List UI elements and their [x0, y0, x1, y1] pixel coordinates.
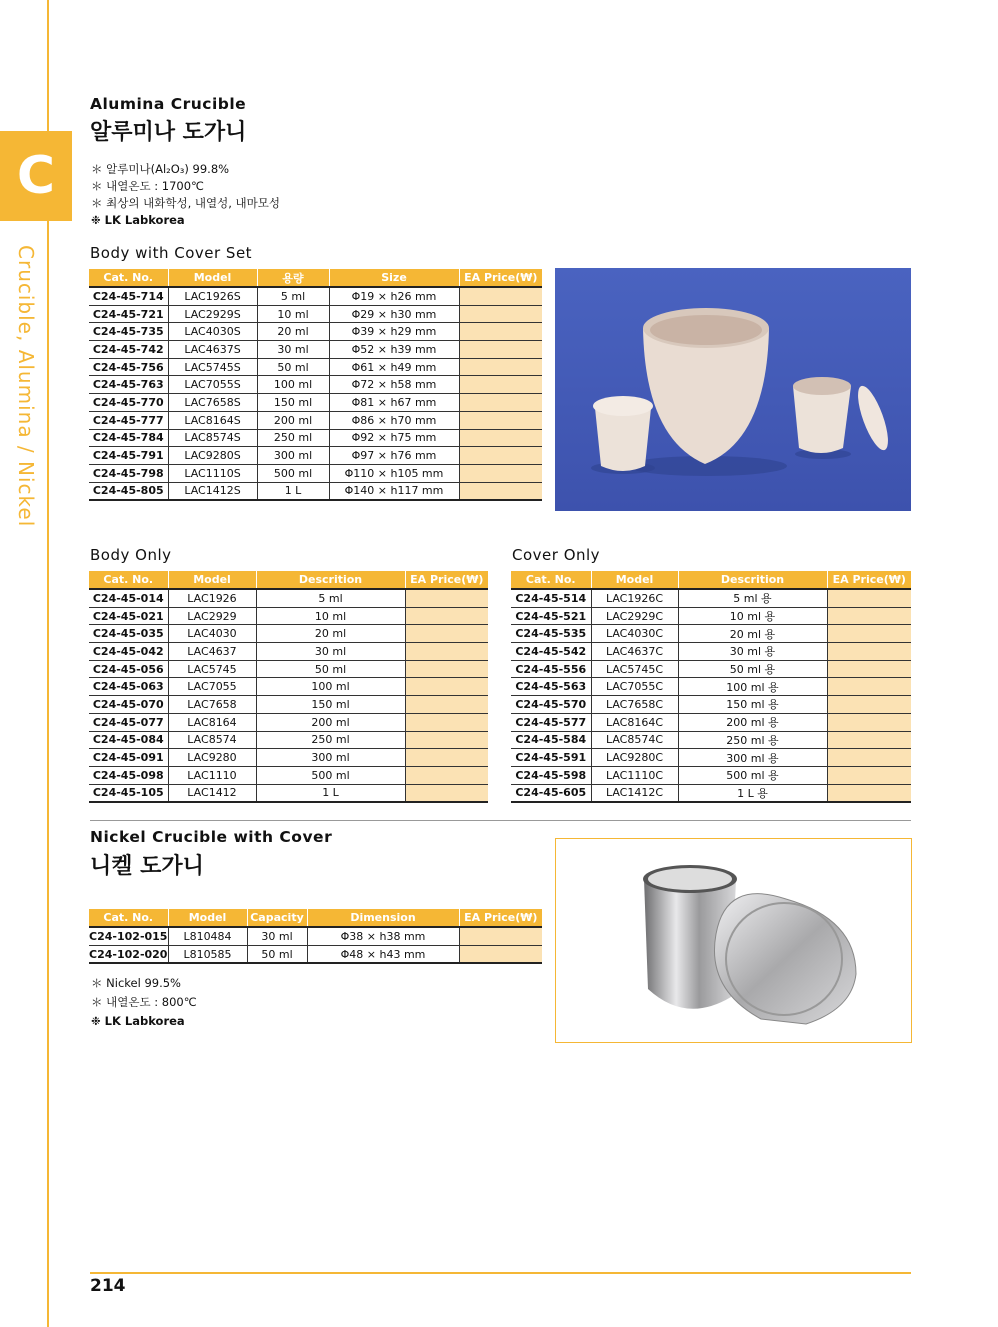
table-cell: C24-45-077	[89, 713, 168, 731]
table-cell: C24-45-042	[89, 643, 168, 661]
table-cell: C24-45-084	[89, 731, 168, 749]
table-cell: 5 ml 용	[678, 589, 827, 607]
table-cell: C24-45-535	[511, 625, 591, 643]
price-cell	[405, 696, 488, 714]
nickel-header-row	[89, 909, 542, 927]
price-cell	[827, 731, 911, 749]
table-cell: C24-45-105	[89, 784, 168, 802]
set-col-header: Size	[329, 269, 459, 287]
table-cell: C24-45-805	[89, 482, 168, 500]
nickel-brand: ❉ LK Labkorea	[91, 1014, 185, 1028]
table-row	[89, 376, 542, 394]
table-cell: 50 ml	[247, 945, 307, 963]
table-row	[89, 625, 488, 643]
table-row	[89, 945, 542, 963]
table-cell: 20 ml	[257, 323, 329, 341]
table-row	[511, 625, 911, 643]
price-cell	[459, 927, 542, 945]
table-row	[89, 607, 488, 625]
table-cell: 300 ml	[257, 447, 329, 465]
table-cell: 50 ml	[256, 660, 405, 678]
table-cell: 10 ml	[256, 607, 405, 625]
table-cell: C24-45-063	[89, 678, 168, 696]
section-letter-tab: C	[0, 131, 72, 221]
price-cell	[459, 945, 542, 963]
table-cell: C24-45-798	[89, 464, 168, 482]
table-row	[89, 394, 542, 412]
table-cell: 250 ml	[256, 731, 405, 749]
table-cell: 250 ml	[257, 429, 329, 447]
table-cell: LAC7055C	[591, 678, 678, 696]
set-col-header: 용량	[257, 269, 329, 287]
table-cell: LAC4030	[168, 625, 256, 643]
table-cell: LAC7658S	[168, 394, 257, 412]
table-cell: C24-102-015	[89, 927, 168, 945]
nickel-crucible-image	[556, 839, 911, 1042]
table-cell: LAC7658	[168, 696, 256, 714]
table-row	[89, 678, 488, 696]
table-cell: LAC8574	[168, 731, 256, 749]
table-cell: 150 ml	[257, 394, 329, 412]
alumina-bullet-1: ＊ 알루미나(Al₂O₃) 99.8%	[91, 162, 230, 176]
table-cell: C24-102-020	[89, 945, 168, 963]
table-cell: LAC1110C	[591, 766, 678, 784]
price-cell	[405, 660, 488, 678]
cover-col-header: Model	[591, 571, 678, 589]
table-cell: 250 ml 용	[678, 731, 827, 749]
price-cell	[827, 607, 911, 625]
table-cell: 50 ml	[257, 358, 329, 376]
price-cell	[459, 323, 542, 341]
cover-col-header: EA Price(₩)	[827, 571, 911, 589]
table-cell: C24-45-777	[89, 411, 168, 429]
page-number: 214	[90, 1276, 126, 1296]
table-cell: Φ61 × h49 mm	[329, 358, 459, 376]
table-cell: LAC4637C	[591, 643, 678, 661]
table-cell: 20 ml 용	[678, 625, 827, 643]
table-cell: LAC8574C	[591, 731, 678, 749]
alumina-title-en: Alumina Crucible	[90, 95, 247, 113]
nickel-title-ko: 니켈 도가니	[90, 854, 204, 879]
nickel-title-en: Nickel Crucible with Cover	[90, 828, 333, 846]
nickel-col-header: Cat. No.	[89, 909, 168, 927]
table-cell: C24-45-742	[89, 341, 168, 359]
table-cell: C24-45-021	[89, 607, 168, 625]
table-cell: Φ86 × h70 mm	[329, 411, 459, 429]
table-row	[89, 589, 488, 607]
alumina-brand: ❉ LK Labkorea	[91, 213, 185, 227]
price-cell	[405, 607, 488, 625]
table-cell: C24-45-035	[89, 625, 168, 643]
price-cell	[827, 713, 911, 731]
table-cell: LAC1412S	[168, 482, 257, 500]
table-cell: 500 ml	[256, 766, 405, 784]
table-cell: 100 ml 용	[678, 678, 827, 696]
table-cell: 300 ml 용	[678, 749, 827, 767]
table-cell: 100 ml	[256, 678, 405, 696]
table-cell: LAC8164C	[591, 713, 678, 731]
table-row	[511, 643, 911, 661]
table-cell: LAC7055	[168, 678, 256, 696]
table-cell: LAC7055S	[168, 376, 257, 394]
price-cell	[459, 287, 542, 305]
table-cell: 1 L	[256, 784, 405, 802]
table-cell: 150 ml	[256, 696, 405, 714]
table-cell: Φ39 × h29 mm	[329, 323, 459, 341]
table-cell: C24-45-577	[511, 713, 591, 731]
table-row	[89, 323, 542, 341]
table-cell: LAC1412	[168, 784, 256, 802]
price-cell	[827, 749, 911, 767]
nickel-col-header: Capacity	[247, 909, 307, 927]
table-cell: C24-45-091	[89, 749, 168, 767]
price-cell	[827, 589, 911, 607]
table-cell: C24-45-563	[511, 678, 591, 696]
table-row	[511, 749, 911, 767]
set-col-header: Cat. No.	[89, 269, 168, 287]
nickel-bullets	[91, 975, 197, 1030]
price-cell	[405, 766, 488, 784]
table-cell: C24-45-070	[89, 696, 168, 714]
table-cell: L810484	[168, 927, 247, 945]
table-cell: Φ38 × h38 mm	[307, 927, 459, 945]
table-row	[511, 607, 911, 625]
table-row	[89, 696, 488, 714]
table-cell: LAC7658C	[591, 696, 678, 714]
table-cell: C24-45-756	[89, 358, 168, 376]
table-cell: L810585	[168, 945, 247, 963]
table-cell: C24-45-598	[511, 766, 591, 784]
table-cell: LAC9280	[168, 749, 256, 767]
table-cell: C24-45-784	[89, 429, 168, 447]
table-cell: LAC1926S	[168, 287, 257, 305]
table-cell: C24-45-098	[89, 766, 168, 784]
table-cell: LAC9280S	[168, 447, 257, 465]
price-cell	[459, 429, 542, 447]
table-cell: C24-45-570	[511, 696, 591, 714]
cover-col-header: Cat. No.	[511, 571, 591, 589]
table-cell: C24-45-014	[89, 589, 168, 607]
price-cell	[459, 358, 542, 376]
table-row	[89, 927, 542, 945]
body-col-header: Descrition	[256, 571, 405, 589]
table-cell: LAC5745S	[168, 358, 257, 376]
table-cell: 30 ml	[257, 341, 329, 359]
set-subtitle: Body with Cover Set	[90, 244, 253, 262]
table-cell: Φ48 × h43 mm	[307, 945, 459, 963]
price-cell	[827, 766, 911, 784]
table-cell: 20 ml	[256, 625, 405, 643]
table-cell: LAC1110	[168, 766, 256, 784]
table-cell: 200 ml	[256, 713, 405, 731]
price-cell	[459, 376, 542, 394]
table-cell: Φ52 × h39 mm	[329, 341, 459, 359]
table-cell: C24-45-763	[89, 376, 168, 394]
table-row	[89, 411, 542, 429]
nickel-table	[89, 909, 542, 964]
table-row	[89, 429, 542, 447]
table-cell: LAC4030C	[591, 625, 678, 643]
table-cell: 5 ml	[256, 589, 405, 607]
table-cell: LAC2929S	[168, 305, 257, 323]
table-cell: 150 ml 용	[678, 696, 827, 714]
table-cell: Φ97 × h76 mm	[329, 447, 459, 465]
table-row	[511, 678, 911, 696]
price-cell	[405, 784, 488, 802]
body-col-header: EA Price(₩)	[405, 571, 488, 589]
table-row	[89, 482, 542, 500]
table-cell: LAC2929	[168, 607, 256, 625]
body-table	[89, 571, 488, 803]
table-cell: C24-45-770	[89, 394, 168, 412]
set-table	[89, 269, 542, 501]
table-cell: Φ140 × h117 mm	[329, 482, 459, 500]
alumina-crucible-image	[555, 268, 911, 511]
table-cell: LAC1926C	[591, 589, 678, 607]
table-cell: C24-45-591	[511, 749, 591, 767]
table-cell: LAC9280C	[591, 749, 678, 767]
table-row	[89, 784, 488, 802]
table-row	[89, 287, 542, 305]
table-cell: Φ81 × h67 mm	[329, 394, 459, 412]
price-cell	[827, 625, 911, 643]
price-cell	[405, 589, 488, 607]
price-cell	[405, 625, 488, 643]
set-col-header: EA Price(₩)	[459, 269, 542, 287]
table-cell: C24-45-556	[511, 660, 591, 678]
nickel-col-header: EA Price(₩)	[459, 909, 542, 927]
price-cell	[405, 713, 488, 731]
table-cell: LAC1110S	[168, 464, 257, 482]
table-cell: 500 ml	[257, 464, 329, 482]
table-cell: 200 ml 용	[678, 713, 827, 731]
set-header-row	[89, 269, 542, 287]
table-row	[511, 696, 911, 714]
table-cell: Φ19 × h26 mm	[329, 287, 459, 305]
table-cell: C24-45-791	[89, 447, 168, 465]
price-cell	[405, 749, 488, 767]
table-cell: LAC5745	[168, 660, 256, 678]
price-cell	[459, 464, 542, 482]
table-cell: LAC8164S	[168, 411, 257, 429]
table-cell: LAC4030S	[168, 323, 257, 341]
nickel-col-header: Model	[168, 909, 247, 927]
price-cell	[827, 784, 911, 802]
cover-subtitle: Cover Only	[512, 546, 601, 564]
table-cell: LAC1926	[168, 589, 256, 607]
table-cell: C24-45-605	[511, 784, 591, 802]
alumina-bullets	[91, 161, 280, 229]
table-cell: LAC4637	[168, 643, 256, 661]
table-cell: 30 ml 용	[678, 643, 827, 661]
table-row	[89, 305, 542, 323]
price-cell	[459, 341, 542, 359]
table-row	[511, 784, 911, 802]
table-row	[511, 731, 911, 749]
table-cell: 500 ml 용	[678, 766, 827, 784]
table-cell: C24-45-721	[89, 305, 168, 323]
table-row	[511, 713, 911, 731]
body-header-row	[89, 571, 488, 589]
table-cell: LAC8164	[168, 713, 256, 731]
table-cell: C24-45-514	[511, 589, 591, 607]
price-cell	[405, 643, 488, 661]
table-row	[89, 713, 488, 731]
price-cell	[405, 678, 488, 696]
table-row	[89, 643, 488, 661]
table-row	[511, 660, 911, 678]
section-divider	[90, 820, 911, 821]
table-cell: C24-45-714	[89, 287, 168, 305]
alumina-title-ko: 알루미나 도가니	[90, 120, 247, 145]
price-cell	[459, 305, 542, 323]
table-cell: 30 ml	[247, 927, 307, 945]
table-row	[89, 341, 542, 359]
table-row	[89, 447, 542, 465]
table-cell: LAC2929C	[591, 607, 678, 625]
table-row	[89, 660, 488, 678]
table-cell: Φ110 × h105 mm	[329, 464, 459, 482]
table-row	[89, 766, 488, 784]
price-cell	[827, 696, 911, 714]
table-row	[511, 589, 911, 607]
table-row	[89, 464, 542, 482]
body-col-header: Cat. No.	[89, 571, 168, 589]
table-cell: C24-45-056	[89, 660, 168, 678]
price-cell	[459, 411, 542, 429]
section-vertical-label: Crucible, Alumina / Nickel	[14, 245, 38, 528]
price-cell	[827, 643, 911, 661]
table-cell: LAC5745C	[591, 660, 678, 678]
price-cell	[459, 394, 542, 412]
table-cell: 10 ml	[257, 305, 329, 323]
table-row	[89, 731, 488, 749]
table-cell: Φ92 × h75 mm	[329, 429, 459, 447]
price-cell	[405, 731, 488, 749]
table-cell: LAC1412C	[591, 784, 678, 802]
table-cell: 1 L	[257, 482, 329, 500]
alumina-bullet-3: ＊ 최상의 내화학성, 내열성, 내마모성	[91, 196, 280, 210]
table-cell: Φ29 × h30 mm	[329, 305, 459, 323]
table-cell: 50 ml 용	[678, 660, 827, 678]
body-col-header: Model	[168, 571, 256, 589]
price-cell	[459, 482, 542, 500]
nickel-col-header: Dimension	[307, 909, 459, 927]
table-cell: LAC4637S	[168, 341, 257, 359]
table-cell: C24-45-584	[511, 731, 591, 749]
table-cell: 1 L 용	[678, 784, 827, 802]
table-cell: C24-45-521	[511, 607, 591, 625]
nickel-crucible-photo	[555, 838, 912, 1043]
table-cell: Φ72 × h58 mm	[329, 376, 459, 394]
table-cell: C24-45-542	[511, 643, 591, 661]
table-cell: 30 ml	[256, 643, 405, 661]
table-cell: 10 ml 용	[678, 607, 827, 625]
table-row	[511, 766, 911, 784]
table-cell: 200 ml	[257, 411, 329, 429]
cover-table	[511, 571, 911, 803]
cover-header-row	[511, 571, 911, 589]
nickel-bullet-2: ＊ 내열온도 : 800℃	[91, 995, 197, 1009]
table-cell: C24-45-735	[89, 323, 168, 341]
table-cell: LAC8574S	[168, 429, 257, 447]
cover-col-header: Descrition	[678, 571, 827, 589]
alumina-crucible-photo	[555, 268, 911, 511]
footer-line	[90, 1272, 911, 1274]
table-cell: 5 ml	[257, 287, 329, 305]
table-row	[89, 749, 488, 767]
table-cell: 100 ml	[257, 376, 329, 394]
alumina-bullet-2: ＊ 내열온도 : 1700℃	[91, 179, 204, 193]
nickel-bullet-1: ＊ Nickel 99.5%	[91, 976, 181, 990]
price-cell	[827, 678, 911, 696]
price-cell	[827, 660, 911, 678]
body-subtitle: Body Only	[90, 546, 172, 564]
set-col-header: Model	[168, 269, 257, 287]
price-cell	[459, 447, 542, 465]
table-row	[89, 358, 542, 376]
table-cell: 300 ml	[256, 749, 405, 767]
